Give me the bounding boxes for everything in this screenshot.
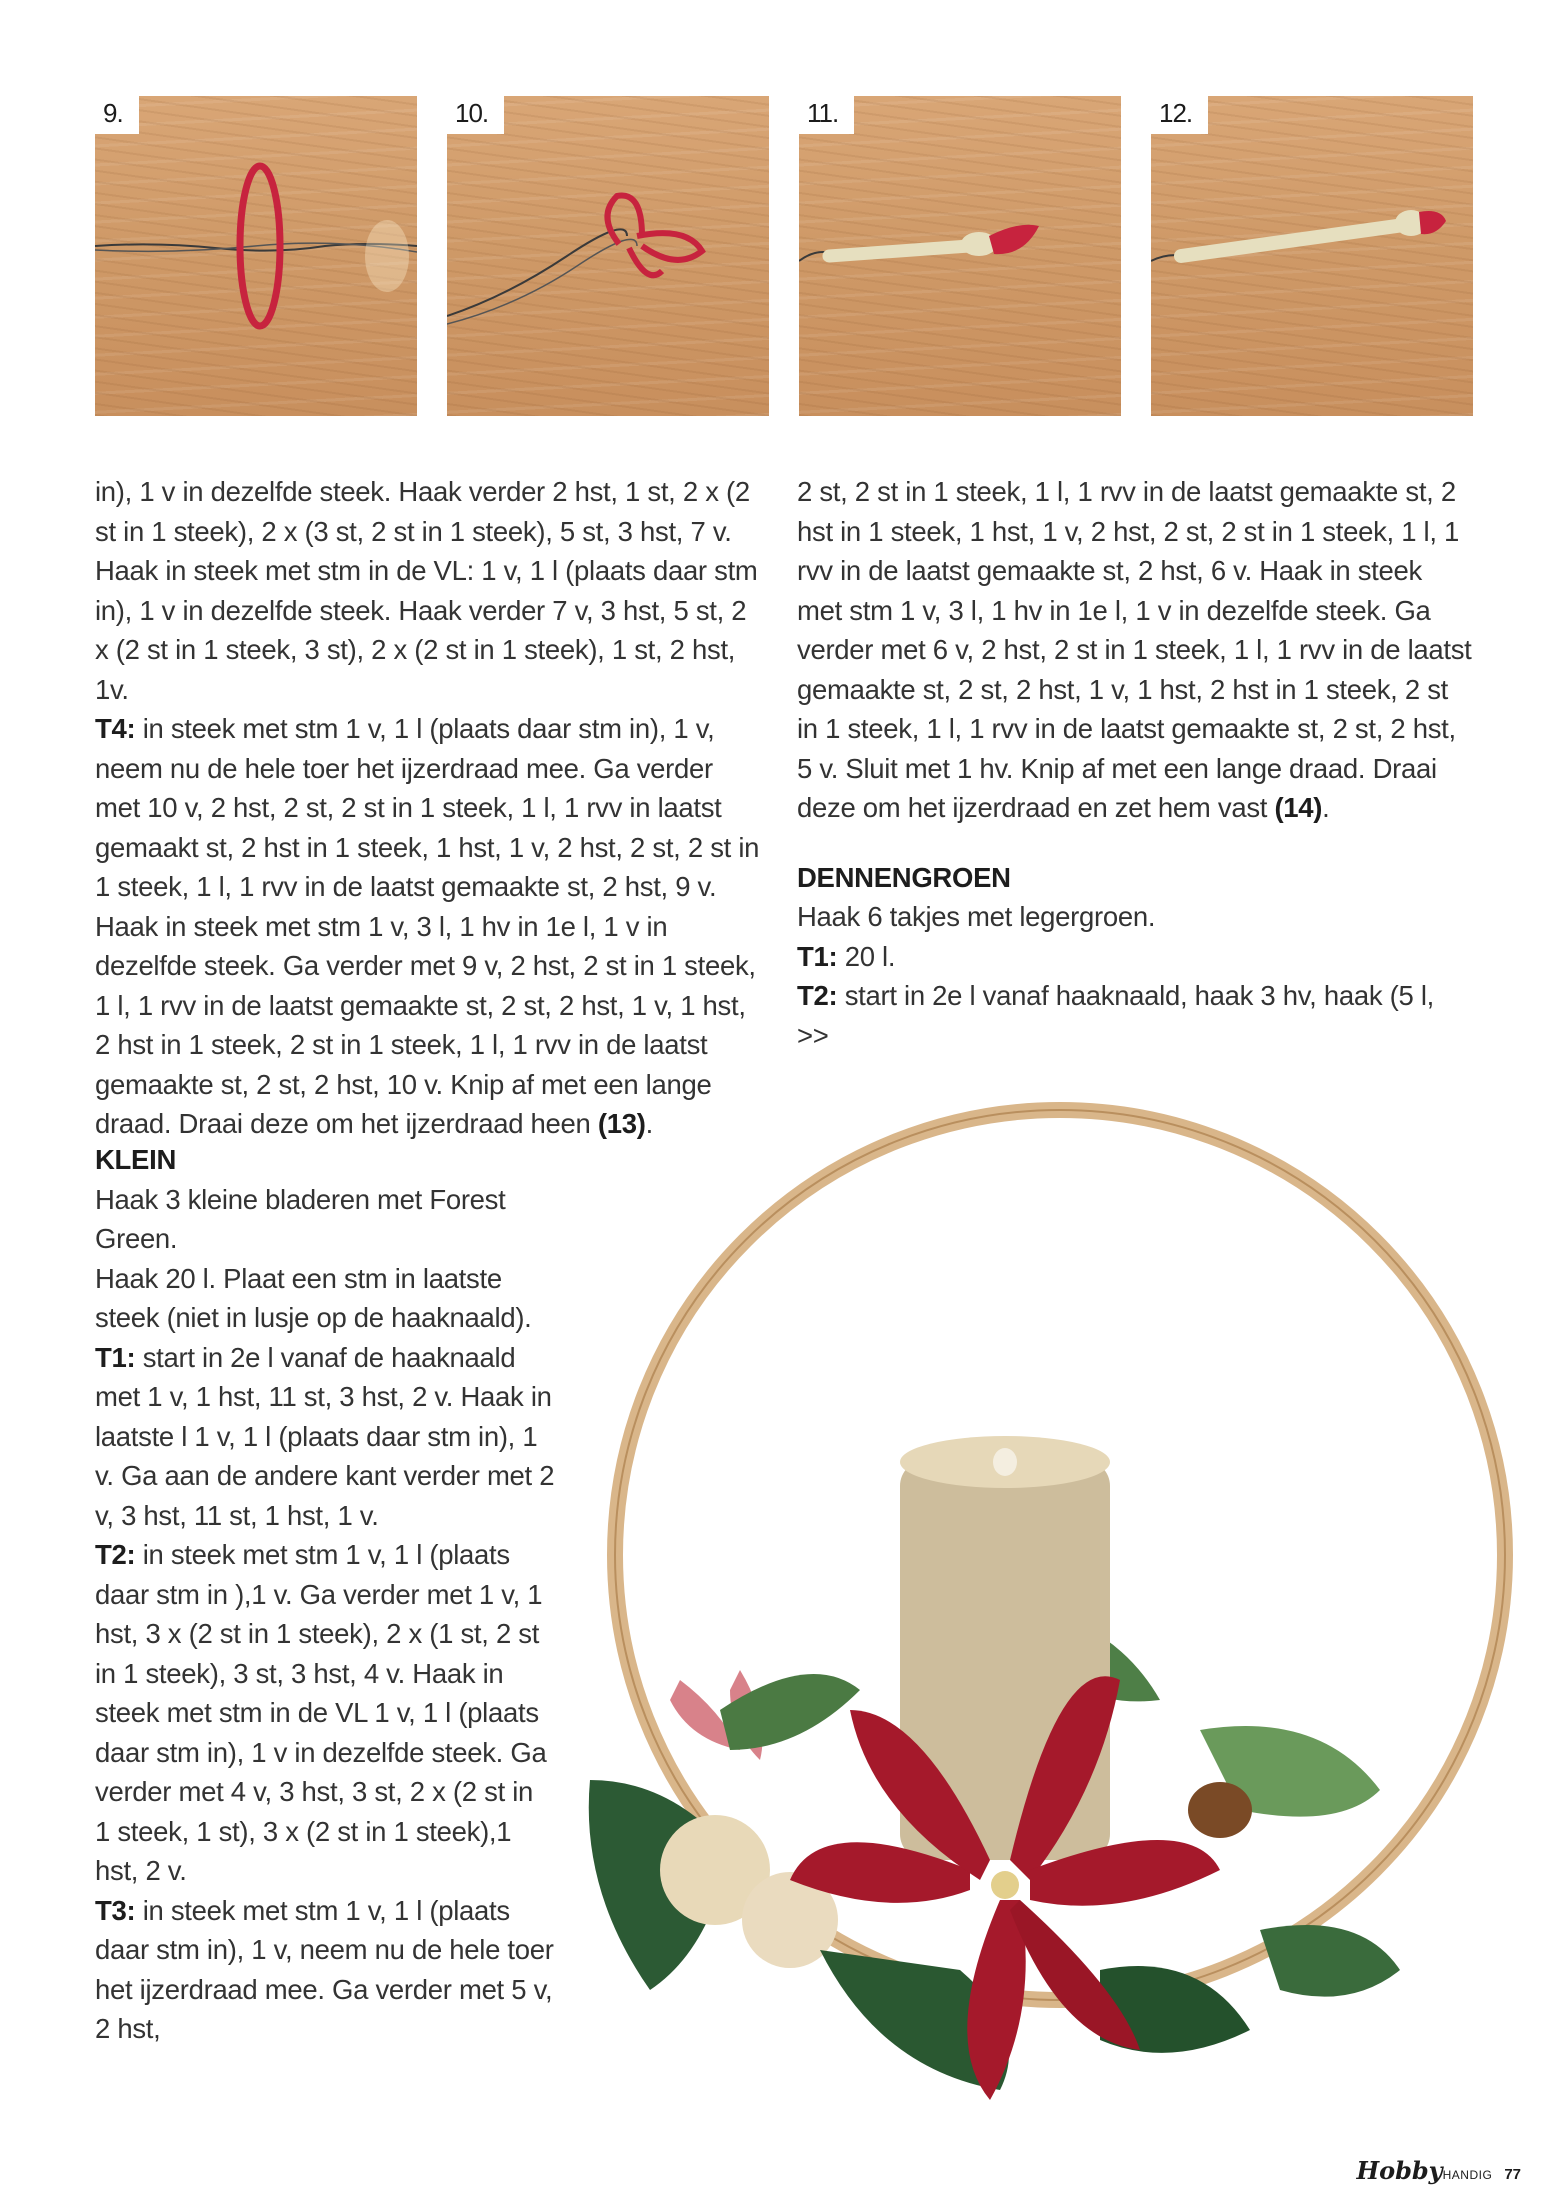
intro-line: Haak 20 l. Plaat een stm in laatste steek (niet in lusje op de haaknaald). [95, 1262, 532, 1333]
crochet-candle-wreath-image [560, 1090, 1550, 2150]
round-t1 [797, 937, 1472, 977]
punctuation: . [1322, 792, 1330, 823]
red-yarn-loop-on-wire-image [95, 96, 417, 416]
finished-wrapped-stem-image [1151, 96, 1473, 416]
round-t3 [95, 1891, 555, 2049]
round-text: in steek met stm 1 v, 1 l (plaats daar stm in ),1 v. Ga verder met 1 v, 1 hst, 3 x (2 st in 1 steek), 2 x (1 st, 2 st in 1 steek), 3 st, 3 hst, 4 v. Haak in steek met stm in de VL 1 v, 1 l (plaats daar stm in), 1 v in dezelfde steek. Ga verder met 4 v, 3 hst, 3 st, 2 x (2 st in 1 steek, 1 st), 3 x (2 st in 1 steek),1 hst, 2 v. [95, 1539, 547, 1886]
round-text: start in 2e l vanaf de haaknaald met 1 v, 1 hst, 11 st, 3 hst, 2 v. Haak in laatste l 1 v, 1 l (plaats daar stm in), 1 v. Ga aan de andere kant verder met 2 v, 3 hst, 11 st, 1 hst, 1 v. [95, 1341, 555, 1531]
logo-subtext: HANDIG [1442, 2168, 1493, 2182]
round-label: T3: [95, 1894, 136, 1926]
round-label: T2: [95, 1539, 136, 1570]
section-heading-dennengroen: DENNENGROEN [797, 861, 1011, 893]
section-heading-klein: KLEIN [95, 1144, 177, 1175]
step-photo-11 [799, 96, 1121, 416]
round-text: in steek met stm 1 v, 1 l (plaats daar stm in), 1 v, neem nu de hele toer het ijzerdraad mee. Ga verder met 10 v, 2 hst, 2 st, 2 st in 1 steek, 1 l, 1 rvv in laatst gemaakt st, 2 hst in 1 steek, 1 hst, 1 v, 2 hst, 2 st, 2 st in 1 steek, 1 l, 1 rvv in de laatst gemaakte st, 2 hst, 9 v. Haak in steek met stm 1 v, 3 l, 1 hv in 1e l, 1 v in dezelfde steek. Ga verder met 9 v, 2 hst, 2 st in 1 steek, 1 l, 1 rvv in de laatst gemaakte st, 2 st, 2 hst, 1 v, 1 hst, 2 hst in 1 steek, 2 st in 1 steek, 1 l, 1 rvv in de laatst gemaakte st, 2 st, 2 hst, 10 v. Knip af met een lange draad. Draai deze om het ijzerdraad heen [95, 713, 760, 1139]
left-column-text [95, 472, 760, 1144]
logo-text: Hobby [1356, 2156, 1443, 2185]
figure-ref: (14) [1274, 792, 1323, 823]
paragraph-text: 2 st, 2 st in 1 steek, 1 l, 1 rvv in de laatst gemaakte st, 2 hst in 1 steek, 1 hst, 1 v, 2 hst, 2 st, 2 st in 1 steek, 1 l, 1 rvv in de laatst gemaakte st, 2 hst, 6 v. Haak in steek met stm 1 v, 3 l, 1 hv in 1e l, 1 v in dezelfde steek. Ga verder met 6 v, 2 hst, 2 st in 1 steek, 1 l, 1 rvv in de laatst gemaakte st, 2 st, 2 hst, 1 v, 1 hst, 2 hst in 1 steek, 2 st in 1 steek, 1 l, 1 rvv in de laatst gemaakte st, 2 st, 2 hst, 5 v. Sluit met 1 hv. Knip af met een lange draad. Draai deze om het ijzerdraad en zet hem vast [797, 476, 1472, 823]
step-number-badge: 9. [95, 96, 139, 134]
intro-line: Haak 3 kleine bladeren met Forest Green. [95, 1183, 506, 1254]
round-text: in steek met stm 1 v, 1 l (plaats daar stm in), 1 v, neem nu de hele toer het ijzerdraad mee. Ga verder met 5 v, 2 hst, [95, 1894, 554, 2044]
round-label: T1: [95, 1341, 136, 1373]
punctuation: . [645, 1108, 653, 1139]
round-t2 [95, 1535, 555, 1891]
round-t4 [95, 709, 760, 1144]
figure-ref: (13) [597, 1108, 646, 1139]
magazine-logo [1356, 2156, 1492, 2185]
klein-section [95, 1140, 555, 2049]
round-text: start in 2e l vanaf haaknaald, haak 3 hv, haak (5 l, >> [797, 980, 1434, 1051]
round-t1 [95, 1338, 555, 1536]
page-number: 77 [1504, 2166, 1521, 2183]
round-label: T2: [797, 980, 838, 1011]
round-label: T1: [797, 940, 838, 972]
intro-line: Haak 6 takjes met legergroen. [797, 901, 1156, 932]
paragraph [797, 472, 1472, 828]
round-text: 20 l. [837, 940, 896, 972]
wrapped-wire-with-red-tip-image [799, 96, 1121, 416]
paragraph: in), 1 v in dezelfde steek. Haak verder 2 hst, 1 st, 2 x (2 st in 1 steek), 2 x (3 st, 2 st in 1 steek), 5 st, 3 hst, 7 v. Haak in steek met stm in de VL: 1 v, 1 l (plaats daar stm in), 1 v in dezelfde steek. Haak verder 7 v, 3 hst, 5 st, 2 x (2 st in 1 steek, 3 st), 2 x (2 st in 1 steek), 1 st, 2 hst, 1v. [95, 476, 758, 705]
step-photo-10 [447, 96, 769, 416]
round-label: T4: [95, 713, 136, 744]
page-footer [1356, 2156, 1521, 2185]
yarn-petals-on-wire-image [447, 96, 769, 416]
step-photo-9 [95, 96, 417, 416]
round-t2 [797, 976, 1472, 1055]
step-number-badge: 10. [447, 96, 504, 134]
right-column-text [797, 472, 1472, 1055]
step-photo-12 [1151, 96, 1473, 416]
step-number-badge: 11. [799, 96, 854, 134]
step-number-badge: 12. [1151, 96, 1208, 134]
